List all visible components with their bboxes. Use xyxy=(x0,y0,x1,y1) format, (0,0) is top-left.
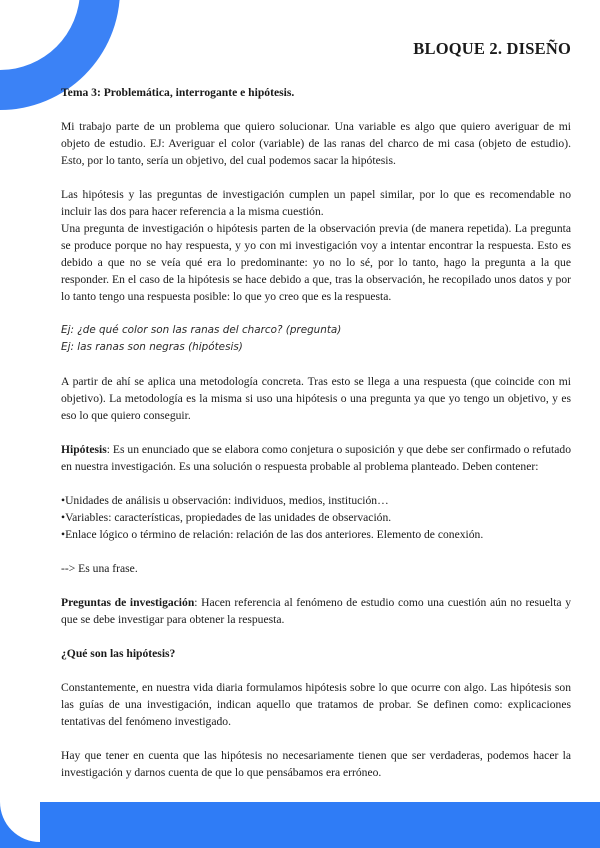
paragraph-1: Mi trabajo parte de un problema que quiero solucionar. Una variable es algo que quiero averiguar de mi objeto de estudio. EJ: Averiguar el color (variable) de las ranas del charco de mi casa (objeto de estudio). Esto, por lo tanto, sería un objetivo, del cual podemos sacar la hipótesis. xyxy=(61,120,571,167)
example-hypothesis: Ej: las ranas son negras (hipótesis) xyxy=(61,341,243,353)
questions-text: : Hacen referencia al fenómeno de estudio como una cuestión aún no resuelta y que se debe investigar para obtener la respuesta. xyxy=(61,596,572,626)
arrow-note: --> Es una frase. xyxy=(61,562,138,575)
section-heading: ¿Qué son las hipótesis? xyxy=(61,647,176,660)
paragraph-3: Una pregunta de investigación o hipótesis parten de la observación previa (de manera repetida). La pregunta se produce porque no hay respuesta, y yo con mi investigación voy a intentar encontrar la respuesta. Esto es debido a que no se veía qué era lo predominante: yo no lo sé, por lo tanto, hago la pregunta a la que responder. En el caso de la hipótesis se hace debido a que, tras la observación, he recopilado unos datos y por lo tanto tengo una respuesta posible: lo que yo creo que es la respuesta. xyxy=(61,222,571,303)
questions-definition xyxy=(61,594,571,628)
paragraph-6: Hay que tener en cuenta que las hipótesis no necesariamente tienen que ser verdaderas, podemos hacer la investigación y darnos cuenta de que lo que pensábamos era erróneo. xyxy=(61,749,571,779)
paragraph-2: Las hipótesis y las preguntas de investigación cumplen un papel similar, por lo que es recomendable no incluir las dos para hacer referencia a la misma cuestión. xyxy=(61,188,571,218)
bottom-decor-band xyxy=(0,802,600,848)
hypothesis-term: Hipótesis xyxy=(61,443,107,456)
list-item: • Enlace lógico o término de relación: relación de las dos anteriores. Elemento de conexión. xyxy=(61,526,571,543)
page-title: BLOQUE 2. DISEÑO xyxy=(413,39,571,58)
questions-term: Preguntas de investigación xyxy=(61,596,195,609)
paragraph-4: A partir de ahí se aplica una metodología concreta. Tras esto se llega a una respuesta (que coincide con mi objetivo). La metodología es la misma si uso una hipótesis o una pregunta ya que yo tengo un objetivo, y es eso lo que quiero conseguir. xyxy=(61,375,571,422)
document-body xyxy=(61,38,571,781)
list-item: • Unidades de análisis u observación: individuos, medios, institución… xyxy=(61,492,571,509)
example-question: Ej: ¿de qué color son las ranas del charco? (pregunta) xyxy=(61,324,342,336)
section-subtitle: Tema 3: Problemática, interrogante e hipótesis. xyxy=(61,86,295,99)
hypothesis-components-list xyxy=(61,492,571,543)
hypothesis-definition xyxy=(61,441,571,475)
list-item: • Variables: características, propiedades de las unidades de observación. xyxy=(61,509,571,526)
paragraph-5: Constantemente, en nuestra vida diaria formulamos hipótesis sobre lo que ocurre con algo. Las hipótesis son las guías de una investigación, indican aquello que tratamos de probar. Se definen como: explicaciones tentativas del fenómeno investigado. xyxy=(61,681,571,728)
hypothesis-text: : Es un enunciado que se elabora como conjetura o suposición y que debe ser confirmado o refutado en nuestra investigación. Es una solución o respuesta probable al problema planteado. Deben contener: xyxy=(61,443,571,473)
